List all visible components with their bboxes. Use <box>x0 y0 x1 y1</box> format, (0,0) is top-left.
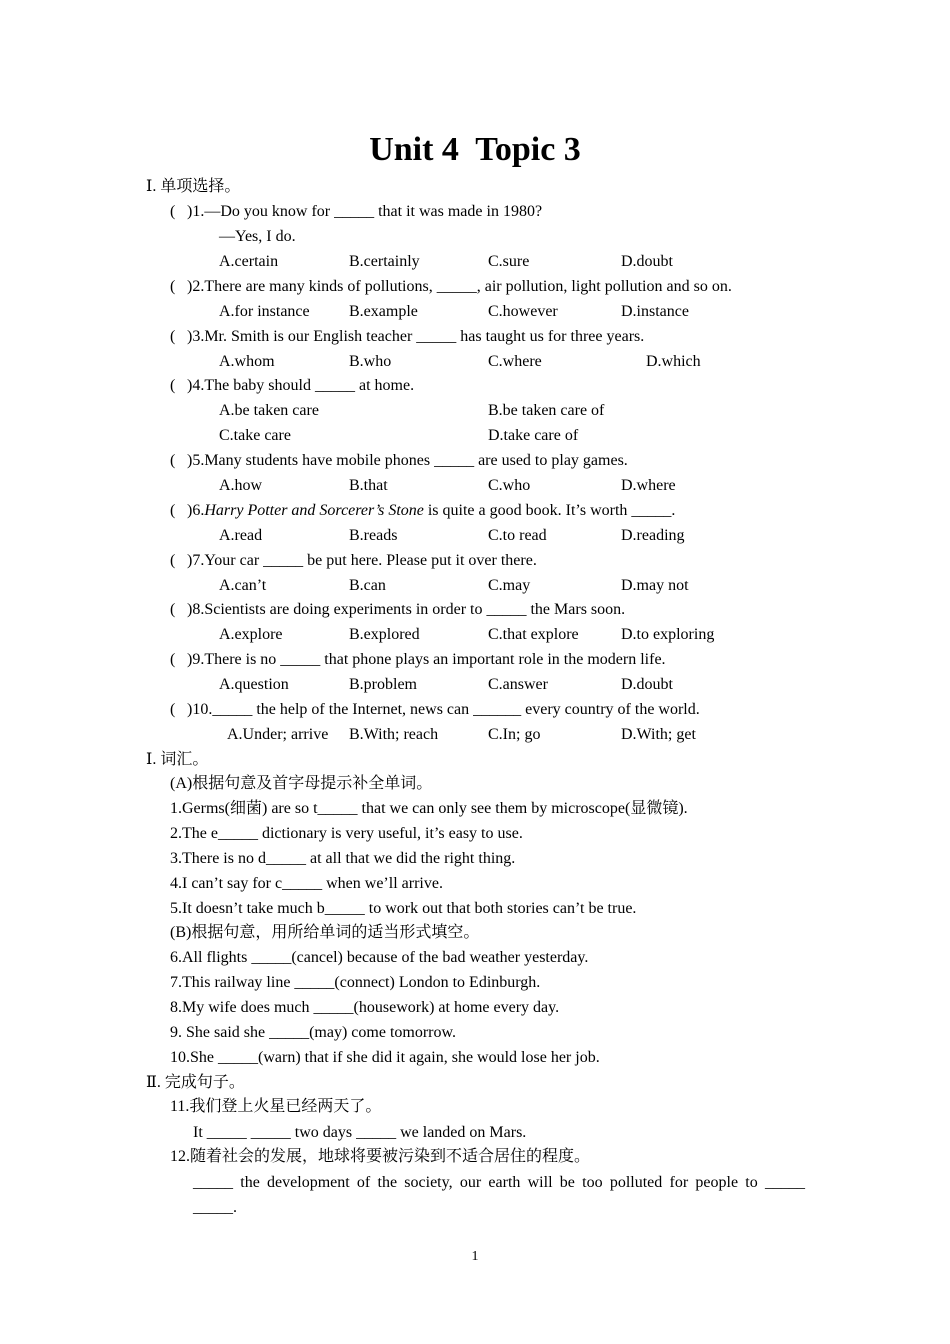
option-a: A.whom <box>219 353 275 370</box>
question-6-options <box>0 523 950 548</box>
answer-bracket: ( <box>170 552 176 569</box>
sentence-12-chinese: 12.随着社会的发展，地球将要被污染到不适合居住的程度。 <box>170 1148 591 1165</box>
question-9-options <box>0 672 950 697</box>
vocab-item-9: 9. She said she _____(may) come tomorrow. <box>170 1024 457 1041</box>
question-1 <box>170 199 542 224</box>
option-b: B.reads <box>349 527 398 544</box>
option-b: B.that <box>349 477 388 494</box>
question-5 <box>170 448 628 473</box>
question-text: )8.Scientists are doing experiments in order to _____ the Mars soon. <box>187 601 626 618</box>
question-1-reply: —Yes, I do. <box>219 228 296 245</box>
option-b: B.can <box>349 577 386 594</box>
vocab-item-1: 1.Germs(细菌) are so t_____ that we can only see them by microscope(显微镜). <box>170 800 688 817</box>
option-d: D.doubt <box>621 676 673 693</box>
question-10-options <box>0 722 950 747</box>
vocab-item-5: 5.It doesn’t take much b_____ to work out that both stories can’t be true. <box>170 900 637 917</box>
question-4-options-row2 <box>0 423 950 448</box>
question-1-options <box>0 249 950 274</box>
option-b: B.who <box>349 353 392 370</box>
answer-bracket: ( <box>170 601 176 618</box>
sentence-12-english-cont: _____. <box>193 1199 237 1216</box>
option-c: C.who <box>488 477 531 494</box>
option-b: B.certainly <box>349 253 420 270</box>
book-title: Harry Potter and Sorcerer’s Stone <box>204 502 424 519</box>
option-a: A.for instance <box>219 303 310 320</box>
vocab-item-6: 6.All flights _____(cancel) because of the bad weather yesterday. <box>170 949 589 966</box>
part-a-instruction: (A)根据句意及首字母提示补全单词。 <box>170 775 433 792</box>
option-d: D.take care of <box>488 427 579 444</box>
question-5-options <box>0 473 950 498</box>
part-b-instruction: (B)根据句意，用所给单词的适当形式填空。 <box>170 924 480 941</box>
answer-bracket: ( <box>170 502 176 519</box>
vocab-item-8: 8.My wife does much _____(housework) at home every day. <box>170 999 560 1016</box>
question-4 <box>170 373 414 398</box>
option-d: D.instance <box>621 303 689 320</box>
option-c: C.In; go <box>488 726 541 743</box>
question-text: )1.—Do you know for _____ that it was made in 1980? <box>187 203 543 220</box>
option-d: D.reading <box>621 527 685 544</box>
option-a: A.explore <box>219 626 283 643</box>
vocab-item-10: 10.She _____(warn) that if she did it again, she would lose her job. <box>170 1049 600 1066</box>
page-number: 1 <box>471 1249 479 1264</box>
vocab-item-2: 2.The e_____ dictionary is very useful, it’s easy to use. <box>170 825 523 842</box>
section-heading-choice: Ⅰ. 单项选择。 <box>146 178 241 195</box>
option-d: D.With; get <box>621 726 696 743</box>
question-7 <box>170 548 537 573</box>
option-c: C.however <box>488 303 558 320</box>
option-a: A.be taken care <box>219 402 319 419</box>
question-text: )2.There are many kinds of pollutions, _____, air pollution, light pollution and so on. <box>187 278 732 295</box>
sentence-12-english: _____ the development of the society, our earth will be too polluted for people to _____ <box>193 1174 805 1191</box>
option-a: A.question <box>219 676 289 693</box>
answer-bracket: ( <box>170 377 176 394</box>
question-text: )10._____ the help of the Internet, news can ______ every country of the world. <box>187 701 700 718</box>
option-c: C.to read <box>488 527 547 544</box>
question-text: )5.Many students have mobile phones _____ are used to play games. <box>187 452 628 469</box>
question-text: )9.There is no _____ that phone plays an important role in the modern life. <box>187 651 666 668</box>
answer-bracket: ( <box>170 203 176 220</box>
question-8 <box>170 597 625 622</box>
option-b: B.explored <box>349 626 420 643</box>
question-7-options <box>0 573 950 598</box>
section-heading-vocabulary: Ⅰ. 词汇。 <box>146 751 209 768</box>
page-title: Unit 4 Topic 3 <box>369 131 581 168</box>
vocab-item-3: 3.There is no d_____ at all that we did the right thing. <box>170 850 516 867</box>
question-8-options <box>0 622 950 647</box>
question-10 <box>170 697 700 722</box>
question-text: )4.The baby should _____ at home. <box>187 377 415 394</box>
option-a: A.read <box>219 527 263 544</box>
sentence-11-english: It _____ _____ two days _____ we landed on Mars. <box>193 1124 527 1141</box>
option-a: A.certain <box>219 253 279 270</box>
option-a: A.can’t <box>219 577 267 594</box>
option-a: A.Under; arrive <box>227 726 329 743</box>
section-heading-sentences: Ⅱ. 完成句子。 <box>146 1074 245 1091</box>
vocab-item-7: 7.This railway line _____(connect) London to Edinburgh. <box>170 974 541 991</box>
vocab-item-4: 4.I can’t say for c_____ when we’ll arrive. <box>170 875 443 892</box>
question-text: )7.Your car _____ be put here. Please put it over there. <box>187 552 537 569</box>
answer-bracket: ( <box>170 701 176 718</box>
option-c: C.that explore <box>488 626 579 643</box>
option-a: A.how <box>219 477 263 494</box>
option-b: B.With; reach <box>349 726 439 743</box>
question-2 <box>170 274 732 299</box>
option-d: D.to exploring <box>621 626 715 643</box>
option-d: D.where <box>621 477 676 494</box>
question-text: )3.Mr. Smith is our English teacher _____ has taught us for three years. <box>187 328 645 345</box>
option-c: C.answer <box>488 676 548 693</box>
sentence-11-chinese: 11.我们登上火星已经两天了。 <box>170 1098 382 1115</box>
option-b: B.be taken care of <box>488 402 605 419</box>
option-b: B.problem <box>349 676 417 693</box>
question-text: is quite a good book. It’s worth _____. <box>423 502 676 519</box>
question-9 <box>170 647 666 672</box>
option-c: C.take care <box>219 427 291 444</box>
option-c: C.sure <box>488 253 530 270</box>
question-3 <box>170 324 644 349</box>
question-6 <box>170 498 675 523</box>
option-c: C.may <box>488 577 531 594</box>
option-b: B.example <box>349 303 418 320</box>
question-number: )6. <box>187 502 205 519</box>
question-4-options-row1 <box>0 398 950 423</box>
option-d: D.may not <box>621 577 689 594</box>
question-2-options <box>0 299 950 324</box>
answer-bracket: ( <box>170 328 176 345</box>
question-3-options <box>0 349 950 374</box>
option-c: C.where <box>488 353 542 370</box>
option-d: D.doubt <box>621 253 673 270</box>
option-d: D.which <box>646 353 701 370</box>
answer-bracket: ( <box>170 452 176 469</box>
answer-bracket: ( <box>170 278 176 295</box>
answer-bracket: ( <box>170 651 176 668</box>
